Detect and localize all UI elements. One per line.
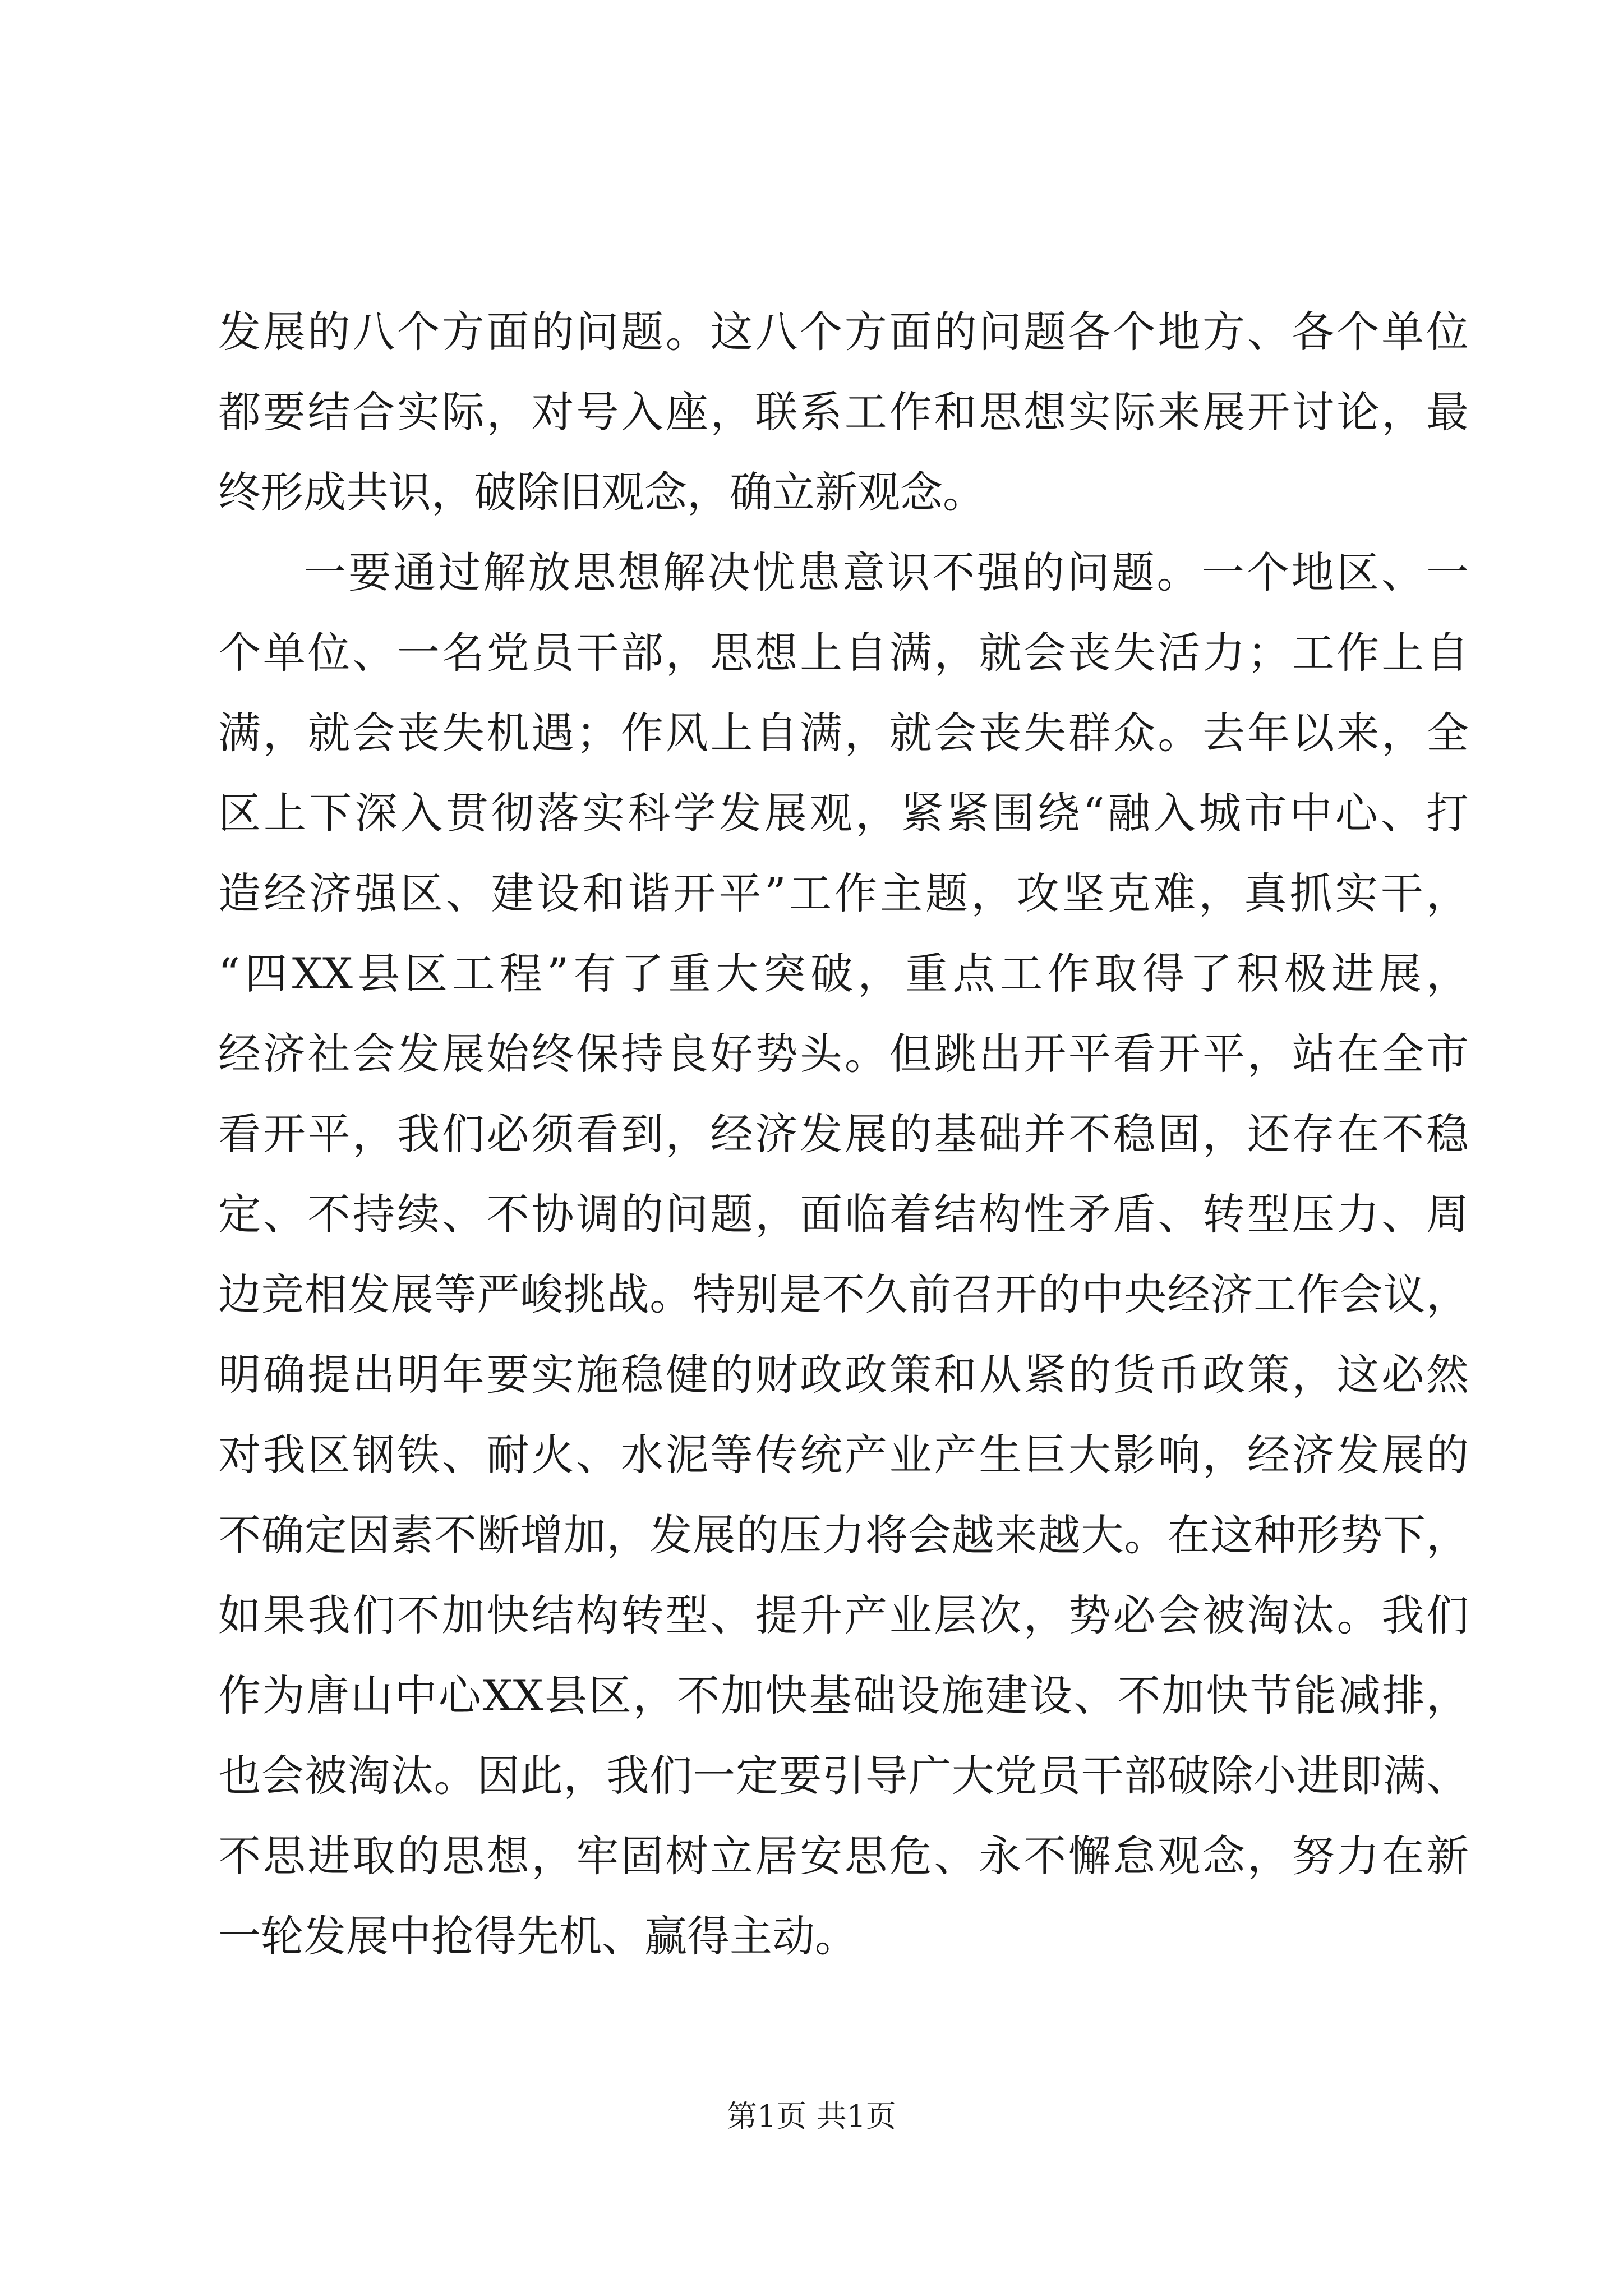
paragraph-line: 明确提出明年要实施稳健的财政政策和从紧的货币政策，这必然 — [218, 1350, 1469, 1400]
paragraph-line: 也会被淘汰。因此，我们一定要引导广大党员干部破除小进即满、 — [218, 1751, 1469, 1801]
paragraph-line: 个单位、一名党员干部，思想上自满，就会丧失活力；工作上自 — [218, 628, 1469, 678]
paragraph-line: 都要结合实际，对号入座，联系工作和思想实际来展开讨论，最 — [218, 387, 1469, 437]
paragraph-line: 一轮发展中抢得先机、赢得主动。 — [218, 1911, 857, 1961]
paragraph-line: 区上下深入贯彻落实科学发展观，紧紧围绕“融入城市中心、打 — [218, 788, 1469, 838]
document-body — [218, 292, 1469, 1976]
paragraph-line: 如果我们不加快结构转型、提升产业层次，势必会被淘汰。我们 — [218, 1590, 1469, 1640]
paragraph-line: 对我区钢铁、耐火、水泥等传统产业产生巨大影响，经济发展的 — [218, 1430, 1469, 1480]
paragraph-line: 发展的八个方面的问题。这八个方面的问题各个地方、各个单位 — [218, 307, 1469, 357]
paragraph-line: 不确定因素不断增加，发展的压力将会越来越大。在这种形势下， — [218, 1510, 1469, 1560]
paragraph-line: 经济社会发展始终保持良好势头。但跳出开平看开平，站在全市 — [218, 1029, 1469, 1079]
paragraph-line: 满，就会丧失机遇；作风上自满，就会丧失群众。去年以来，全 — [218, 708, 1469, 758]
paragraph-line: 定、不持续、不协调的问题，面临着结构性矛盾、转型压力、周 — [218, 1189, 1469, 1239]
paragraph-line: 边竞相发展等严峻挑战。特别是不久前召开的中央经济工作会议， — [218, 1269, 1469, 1319]
paragraph-line: 不思进取的思想，牢固树立居安思危、永不懈怠观念，努力在新 — [218, 1831, 1469, 1881]
paragraph-line: 看开平，我们必须看到，经济发展的基础并不稳固，还存在不稳 — [218, 1109, 1469, 1159]
page-footer: 第1页 共1页 — [727, 2099, 896, 2134]
paragraph-line: 作为唐山中心XX县区，不加快基础设施建设、不加快节能减排， — [218, 1671, 1469, 1720]
paragraph-line: 终形成共识，破除旧观念，确立新观念。 — [218, 467, 985, 517]
paragraph-line: 造经济强区、建设和谐开平”工作主题，攻坚克难，真抓实干， — [218, 868, 1469, 918]
paragraph-line: 一要通过解放思想解决忧患意识不强的问题。一个地区、一 — [303, 547, 1469, 597]
paragraph-line: “四XX县区工程”有了重大突破，重点工作取得了积极进展， — [218, 949, 1469, 999]
